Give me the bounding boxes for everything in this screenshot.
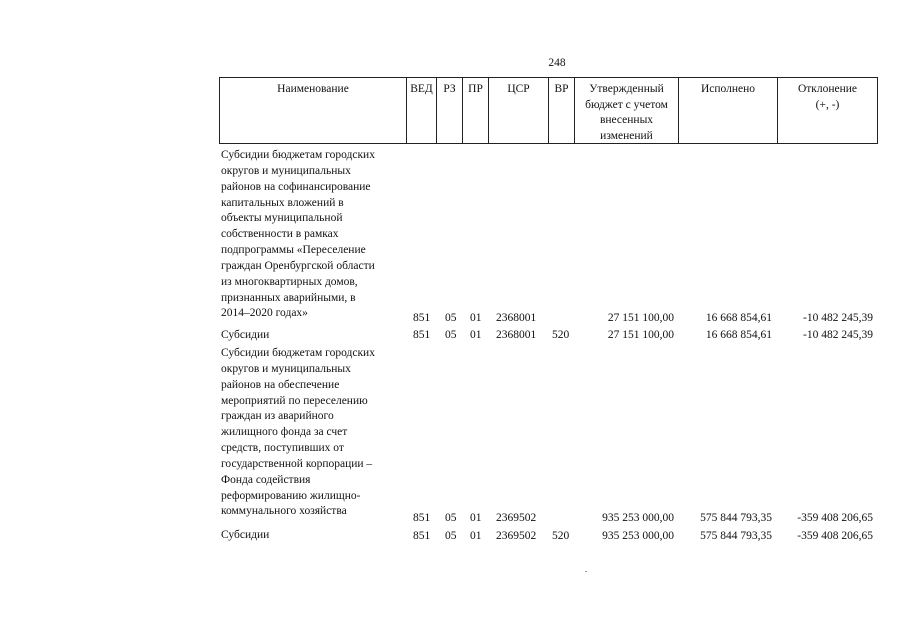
cell-pr: 01	[470, 512, 482, 524]
cell-csr: 2369502	[496, 530, 537, 542]
cell-pr: 01	[470, 329, 482, 341]
name-line: округов и муниципальных	[221, 362, 351, 375]
name-line: коммунального хозяйства	[221, 505, 347, 518]
cell-approved: 935 253 000,00	[602, 512, 674, 524]
name-line: районов на софинансирование	[221, 180, 371, 193]
cell-deviation: -359 408 206,65	[797, 512, 873, 524]
name-line: граждан Оренбургской области	[221, 259, 375, 272]
name-line: Субсидии	[221, 329, 270, 341]
name-line: объекты муниципальной	[221, 212, 343, 225]
name-line: Субсидии бюджетам городских	[221, 149, 375, 161]
cell-deviation: -10 482 245,39	[803, 329, 873, 341]
name-line: Фонда содействия	[221, 473, 311, 486]
name-line: признанных аварийными, в	[221, 291, 356, 304]
cell-approved: 27 151 100,00	[607, 312, 674, 324]
table-header	[219, 77, 878, 144]
cell-approved: 935 253 000,00	[602, 530, 674, 542]
header-pr: ПР	[463, 78, 489, 143]
header-ved: ВЕД	[407, 78, 437, 143]
name-line: подпрограммы «Переселение	[221, 244, 366, 257]
name-line: из многоквартирных домов,	[221, 275, 358, 288]
header-rz: РЗ	[437, 78, 463, 143]
header-approved-line: бюджет с учетом	[585, 98, 668, 111]
header-approved-line: Утвержденный	[589, 83, 664, 95]
cell-csr: 2369502	[496, 512, 537, 524]
cell-deviation: -10 482 245,39	[803, 312, 873, 324]
header-deviation	[778, 78, 877, 143]
cell-csr: 2368001	[496, 312, 537, 324]
cell-vr: 520	[552, 530, 570, 542]
name-line: государственной корпорации –	[221, 457, 373, 470]
header-vr: ВР	[549, 78, 575, 143]
name-line: реформированию жилищно-	[221, 489, 361, 502]
page-number: 248	[548, 57, 566, 69]
cell-rz: 05	[445, 312, 457, 324]
cell-deviation: -359 408 206,65	[797, 530, 873, 542]
name-line: районов на обеспечение	[221, 378, 340, 391]
row-3-name	[221, 346, 411, 520]
cell-ved: 851	[413, 530, 431, 542]
header-approved-line: внесенных	[599, 114, 654, 126]
cell-approved: 27 151 100,00	[607, 329, 674, 341]
cell-executed: 575 844 793,35	[700, 512, 772, 524]
cell-executed: 16 668 854,61	[705, 329, 772, 341]
cell-ved: 851	[413, 512, 431, 524]
cell-rz: 05	[445, 329, 457, 341]
cell-pr: 01	[470, 312, 482, 324]
scan-speck	[585, 571, 587, 572]
cell-executed: 575 844 793,35	[700, 530, 772, 542]
header-approved-line: изменений	[600, 129, 653, 142]
cell-vr: 520	[552, 329, 570, 341]
header-approved	[575, 78, 679, 143]
cell-executed: 16 668 854,61	[705, 312, 772, 324]
header-executed: Исполнено	[679, 78, 778, 143]
name-line: округов и муниципальных	[221, 164, 351, 177]
header-csr: ЦСР	[489, 78, 549, 143]
row-1-name	[221, 148, 411, 322]
name-line: жилищного фонда за счет	[221, 426, 348, 439]
cell-csr: 2368001	[496, 329, 537, 341]
name-line: 2014–2020 годах»	[221, 307, 308, 320]
name-line: средств, поступивших от	[221, 442, 344, 455]
name-line: граждан из аварийного	[221, 410, 334, 423]
header-deviation-line: (+, -)	[815, 98, 840, 111]
cell-rz: 05	[445, 530, 457, 542]
name-line: Субсидии бюджетам городских	[221, 347, 375, 359]
header-name: Наименование	[220, 78, 407, 143]
cell-ved: 851	[413, 329, 431, 341]
name-line: мероприятий по переселению	[221, 394, 368, 407]
row-2-name	[221, 328, 411, 344]
cell-ved: 851	[413, 312, 431, 324]
cell-pr: 01	[470, 530, 482, 542]
cell-rz: 05	[445, 512, 457, 524]
name-line: Субсидии	[221, 529, 270, 541]
header-deviation-line: Отклонение	[797, 83, 858, 95]
name-line: капитальных вложений в	[221, 196, 344, 209]
name-line: собственности в рамках	[221, 228, 339, 241]
row-4-name	[221, 528, 411, 544]
